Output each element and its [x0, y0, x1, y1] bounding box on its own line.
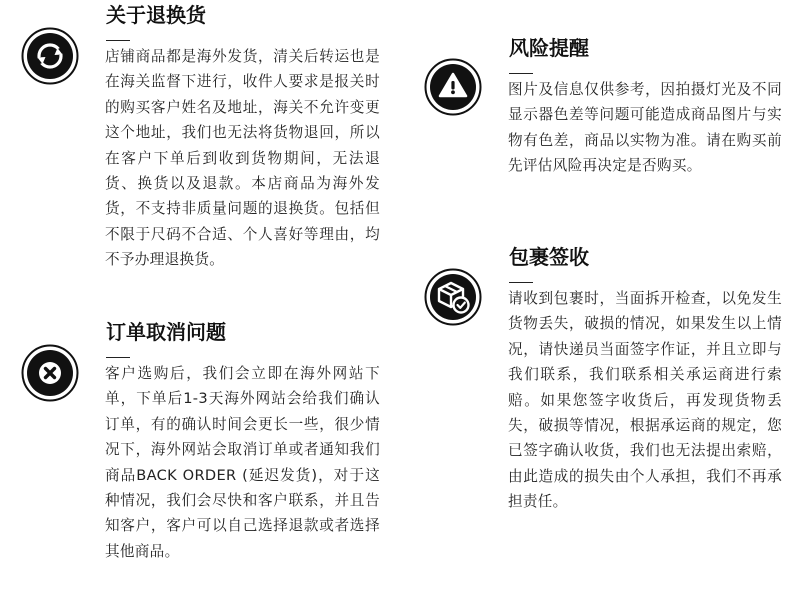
package-receipt-title: 包裹签收	[509, 245, 589, 269]
order-cancel-title: 订单取消问题	[106, 320, 226, 344]
risk-notice-text: 图片及信息仅供参考，因拍摄灯光及不同显示器色差等问题可能造成商品图片与实物有色差，商品以实物为准。请在购买前先评估风险再决定是否购买。	[508, 81, 782, 175]
order-cancel-divider	[106, 357, 130, 358]
package-check-icon	[424, 268, 482, 326]
return-policy-divider	[106, 40, 130, 41]
package-receipt-text: 请收到包裹时，当面拆开检查，以免发生货物丢失，破损的情况，如果发生以上情况，请快递员当面签字作证，并且立即与我们联系，我们联系相关承运商进行索赔。如果您签字收货后，再发现货物丢失，破损等情况，根据承运商的规定，您已签字确认收货，我们也无法提出索赔，由此造成的损失由个人承担，我们不再承担责任。	[508, 290, 782, 511]
return-policy-title: 关于退换货	[106, 3, 206, 27]
cancel-icon	[21, 344, 79, 402]
warning-icon	[424, 58, 482, 116]
return-policy-text: 店铺商品都是海外发货，清关后转运也是在海关监督下进行，收件人要求是报关时的购买客户姓名及地址，海关不允许变更这个地址，我们也无法将货物退回，所以在客户下单后到收到货物期间，无法退货、换货以及退款。本店商品为海外发货，不支持非质量问题的退换货。包括但不限于尺码不合适、个人喜好等理由，均不予办理退换货。	[105, 48, 380, 269]
order-cancel-text: 客户选购后，我们会立即在海外网站下单，下单后1-3天海外网站会给我们确认订单，有的确认时间会更长一些，很少情况下，海外网站会取消订单或者通知我们商品BACK ORDER (延迟发货)，对于这种情况，我们会尽快和客户联系，并且告知客户，客户可以自己选择退款或者选择其他商品。	[105, 365, 380, 560]
risk-notice-divider	[509, 73, 533, 74]
package-receipt-divider	[509, 282, 533, 283]
return-exchange-icon	[21, 27, 79, 85]
risk-notice-title: 风险提醒	[509, 36, 589, 60]
